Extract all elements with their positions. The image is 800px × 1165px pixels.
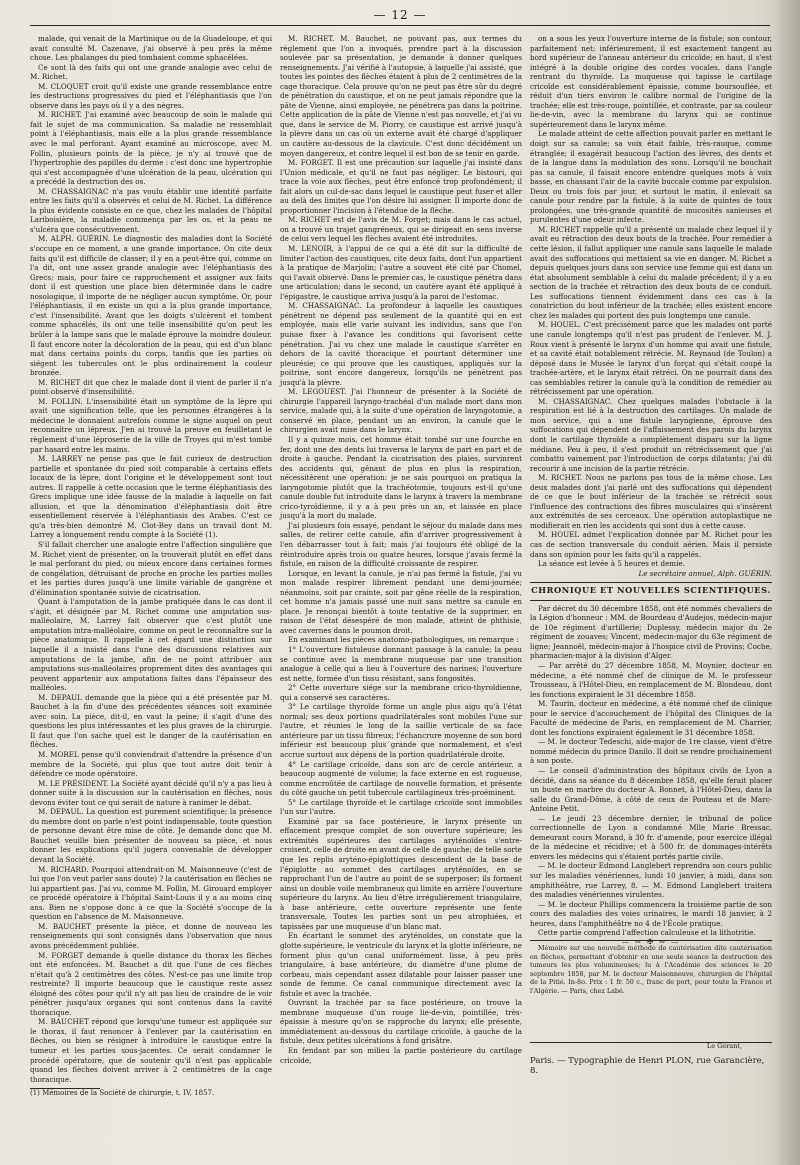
paragraph: En écartant le sommet des aryténoïdes, on constate que la glotte supérieure, le ventricule du larynx et la glotte inférieure, ne forment plus qu'un canal uniformément lisse, à peu près triangulaire, à base antérieure, du diamètre d'une plume de corbeau, mais cependant assez dilatable pour laisser passer une sonde de femme. Ce canal communique directement avec la fistule et avec la trachée. xyxy=(280,931,522,998)
paragraph: M. CHASSAIGNAC n'a pas voulu établir une identité parfaite entre les faits qu'il a observés et celui de M. Richet. La différence la plus évidente consiste en ce que, chez les malades de l'hôpital Lariboisière, la maladie commença par les os, et la peau ne s'ulcéra que consécutivement. xyxy=(30,186,272,234)
paragraph: M. FORGET. Il est une précaution sur laquelle j'ai insisté dans l'Union médicale, et qu'il ne faut pas négliger. Le bistouri, qui trace la voie aux flèches, peut être enfoncé trop profondément; il fait alors un cul-de-sac dans lequel le caustique peut fuser et aller au delà des limites que l'on désire lui assigner. Il importe donc de proportionner l'incision à l'étendue de la flèche. xyxy=(280,158,522,215)
paragraph: 3° Le cartilage thyroïde forme un angle plus aigu qu'à l'état normal; ses deux portions quadrilatérales sont mobiles l'une sur l'autre, et réunies le long de la saillie verticale de sa face antérieure par un tissu fibreux; l'échancrure moyenne de son bord inférieur est beaucoup plus grande que normalement, et s'est accrue surtout aux dépens de la portion quadrilatérale droite. xyxy=(280,702,522,760)
column-2 xyxy=(280,34,522,1146)
paragraph: Examiné par sa face postérieure, le larynx présente un effacement presque complet de son ouverture supérieure; les extrémités supérieures des cartilages aryténoïdes s'entre-croisent, celle de droite en avant de celle de gauche; de telle sorte que les replis aryténo-épiglottiques descendent de la base de l'épiglotte au sommet des cartilages aryténoïdes, en se rapprochant l'un de l'autre au point de se superposer; ils forment ainsi un double voile membraneux qui limite en arrière l'ouverture supérieure du larynx. Au lieu d'être irrégulièrement triangulaire, à base antérieure, cette ouverture représente une fente transversale. Toutes les parties sont un peu atrophiées, et tapissées par une muqueuse d'un blanc mat. xyxy=(280,816,523,931)
paragraph: Lorsque, en levant la canule, je n'ai pas fermé la fistule, j'ai vu mon malade respirer librement pendant une demi-journée; néanmoins, soit par crainte, soit par gêne réelle de la respiration, cet homme n'a jamais passé une nuit sans mettre sa canule en place. Je renonçai bientôt à toute tentative de la supprimer, en raison de l'état désespéré de mon malade, atteint de phthisie, avec cavernes dans le poumon droit. xyxy=(280,568,522,635)
section-title: CHRONIQUE ET NOUVELLES SCIENTIFIQUES. xyxy=(531,585,771,596)
paragraph: — Le jeudi 23 décembre dernier, le tribunal de police correctionnelle de Lyon a condamné Mlle Marie Bressac, demeurant cours Morand, à 30 fr. d'amende, pour exercice illégal de la médecine et récidive; et à 500 fr. de dommages-intérêts envers les médecins qui s'étaient portés partie civile. xyxy=(530,813,772,861)
paragraph: M. BAUCHET répond que lorsqu'une tumeur est appliquée sur le thorax, il faut renoncer à l'enlever par la cautérisation en flèches, ou bien se résigner à introduire le caustique entre la tumeur et les parties sous-jacentes. Ce serait condamner le procédé opératoire, que de soutenir qu'il n'est pas applicable quand les flèches doivent arriver à 2 centimètres de la cage thoracique. xyxy=(30,1017,272,1084)
paragraph: M. ALPH. GUÉRIN. Le diagnostic des maladies dont la Société s'occupe en ce moment, a une grande importance. On cite deux faits qu'il est difficile de classer; il y en a peut-être qui, comme on l'a dit, ont une assez grande analogie avec l'éléphantiasis des Grecs; mais, pour faire ce rapprochement et assigner aux faits dont il est question une place bien déterminée dans le cadre nosologique, il importe de ne négliger aucun symptôme. Or, pour l'éléphantiasis, il en existe un qui a la plus grande importance, c'est l'insensibilité. Avant que les doigts s'ulcèrent et tombent comme sphacélés, ils ont une telle insensibilité qu'on peut les brûler à la lampe sans que le malade éprouve la moindre douleur. Il faut encore noter la décoloration de la peau, qui est d'un blanc mat dans certains points du corps, tandis que les parties où siégent les tubercules ont le plus ordinairement la couleur bronzée. xyxy=(30,234,272,378)
paragraph: malade, qui venait de la Martinique ou de la Guadeloupe, et qui avait consulté M. Cazenave, j'ai observé à peu près la même chose. Les phalanges du pied tombaient comme sphacélées. xyxy=(30,34,272,63)
page-number: — 12 — xyxy=(373,8,427,22)
paragraph: 4° Le cartilage cricoïde, dans son arc de cercle antérieur, a beaucoup augmenté de volume; la face externe en est rugueuse, comme encroûtée de cartilage de nouvelle formation, et présente du côté gauche un petit tubercule cartilagineux très-proéminent. xyxy=(280,759,522,798)
paragraph: M. RICHET dit que chez le malade dont il vient de parler il n'a point observé d'insensibilité. xyxy=(30,377,272,397)
paragraph: M. CHASSAIGNAC. La profondeur à laquelle les caustiques pénètrent ne dépend pas seulement de la quantité qui en est employée, mais elle varie suivant les individus, sans que l'on puisse fixer à l'avance les conditions qui favorisent cette pénétration. J'ai vu chez une malade le caustique s'arrêter en dehors de la cavité thoracique et pourtant déterminer une pleurésie; ce qui prouve que les caustiques, appliqués sur la poitrine, sont encore dangereux, lorsqu'ils ne pénètrent pas jusqu'à la plèvre. xyxy=(280,301,522,387)
page-edge-shadow xyxy=(774,0,800,1165)
paragraph: M. RICHARD. Pourquoi attendrait-on M. Maisonneuve (c'est de lui que l'on veut parler sans doute) ? la cautérisation en flèches ne lui appartient pas. J'ai vu, comme M. Follin, M. Girouard employer ce procédé opératoire à l'hôpital Saint-Louis il y a au moins cinq ans. Bien ne s'oppose donc à ce que la Société s'occupe de la question en l'absence de M. Maisonneuve. xyxy=(30,864,272,922)
column-2-body xyxy=(280,34,522,1065)
paragraph: S'il fallait chercher une analogie entre l'affection singulière que M. Richet vient de présenter, on la trouverait plutôt en effet dans le mal perforant du pied, ou mieux encore dans certaines formes de congélation, détruisant de proche en proche les parties molles et les parties dures jusqu'à une limite variable de gangrène et d'élimination spontanée suivie de cicatrisation. xyxy=(30,539,272,597)
paragraph: 2° Cette ouverture siége sur la membrane crico-thyroïdienne, qui a conservé ses caractères. xyxy=(280,683,522,702)
paragraph: M. RICHET rappelle qu'il a présenté un malade chez lequel il y avait eu rétraction des deux bouts de la trachée. Pour remédier à cette lésion, il fallut appliquer une canule sans laquelle le malade avait des suffocations qui mettaient sa vie en danger. M. Richet a depuis quelques jours dans son service une femme qui est dans un état absolument semblable à celui du malade précédent; il y a eu section de la trachée et rétraction des deux bouts de ce conduit. Les suffocations tiennent évidemment dans ces cas à la constriction du bout inférieur de la trachée; elles existent encore chez les malades qui portent des puis longtemps une canule. xyxy=(530,224,772,320)
secretary-signature: Le secrétaire annuel, Alph. GUÉRIN. xyxy=(638,568,772,578)
paragraph: M. DEPAUL. La question est purement scientifique; la présence du membre dont on parle n'est point indispensable, toute question de personne devant être mise de côté. Je demande donc que M. Bauchet veuille bien présenter de nouveau sa pièce, et nous donner les explications qu'il jugera convenable de développer devant la Société. xyxy=(30,807,272,865)
paragraph: M. FOLLIN. L'insensibilité était un symptôme de la lèpre qui avait une signification telle, que les personnes étrangères à la médecine le donnaient autrefois comme le signe auquel on peut reconnaître un lépreux. J'en ai trouvé la preuve en feuilletant le règlement d'une léproserie de la ville de Troyes qui m'est tombé par hasard entre les mains. xyxy=(30,396,272,454)
ornament-divider: — ∾ ✠ ∾ — xyxy=(621,937,681,946)
section-rule-top xyxy=(530,582,772,583)
paragraph: M. DEPAUL demande que la pièce qui a été présentée par M. Bauchet à la fin d'une des précédentes séances soit examinée avec soin. La pièce, dit-il, en vaut la peine; il s'agit d'une des questions les plus intéressantes et les plus graves de la chirurgie. Il faut que l'on sache quel est le danger de la cautérisation en flèches. xyxy=(30,692,272,750)
paragraph: M. LENOIR, à l'appui de ce qui a été dit sur la difficulté de limiter l'action des caustiques, cite deux faits, dont l'un appartient à la pratique de Marjolin; l'autre a souvent été cité par Chomel, qui l'avait observé. Dans le premier cas, le caustique pénétra dans une articulation; dans le second, un cautère ayant été appliqué à l'épigastre, le caustique arriva jusqu'à la paroi de l'estomac. xyxy=(280,244,522,301)
paragraph: on a sous les yeux l'ouverture interne de la fistule; son contour, parfaitement net; inférieurement, il est exactement tangent au bord supérieur de l'anneau antérieur du cricoïde; en haut, il s'est intégré à la double origine des cordes vocales, dans l'angle rentrant du thyroïde. La muqueuse qui tapisse le cartilage cricoïde est considérablement épaissie, comme boursouflée, et réduit d'un tiers environ le calibre normal de l'origine de la trachée; elle est très-rouge, pointillée, et contraste, par sa couleur lie-de-vin, avec la membrane du larynx qui se continue supérieurement dans le larynx même. xyxy=(530,34,772,129)
paragraph: M. RICHET est de l'avis de M. Forget; mais dans le cas actuel, on a trouvé un trajet gangréneux, qui se dirigeait en sens inverse de celui vers lequel les flèches avaient été introduites. xyxy=(280,215,522,244)
paragraph: M. HOUEL. C'est précisément parce que les malades ont porté une canule longtemps qu'il n'est pas prudent de l'enlever. M. J. Roux vient à présenté le larynx d'un homme qui avait une fistule, et sa cavité était notablement rétrécie. M. Reynaud (de Toulon) a déposé dans le Musée le larynx d'un forçat qui s'était coupé la trachée-artère, et le larynx était rétréci. On ne pourrait dans des cas semblables retirer la canule qu'à la condition de remédier au rétrécissement par une opération. xyxy=(530,320,772,397)
paragraph: M. RICHET. Nous ne parlons pas tous de la même chose. Les deux malades dont j'ai parlé ont des suffocations qui dépendent de ce que le bout inférieur de la trachée se rétrécit sous l'influence des contractions des fibres musculaires qui s'insèrent aux extrémités de ses cerceaux. Une opération autoplastique ne modifierait en rien les accidents qui sont dus à cette cause. xyxy=(530,473,772,530)
paragraph: M. RICHET. M. Bauchet, ne pouvant pas, aux termes du règlement que l'on a invoqués, prendre part à la discussion soulevée par sa présentation, je demande à donner quelques renseignements. J'ai vérifié à l'autopsie, à laquelle j'ai assisté, que toutes les pointes des flèches étaient à plus de 2 centimètres de la cage thoracique. Cela prouve qu'on ne peut pas être sûr du degré de pénétration du caustique, et on ne peut jamais répondre que la pâte de Vienne, ainsi employée, ne pénétrera pas dans la poitrine. Cette application de la pâte de Vienne n'est pas nouvelle, et j'ai vu que, dans le service de M. Piorry, ce caustique est arrivé jusqu'à la plèvre dans un cas où un externe avait été chargé d'appliquer un cautère au-dessous de la clavicule. C'est donc décidément un moyen dangereux, et contre lequel il est bon de se tenir en garde. xyxy=(280,34,522,158)
paragraph: Il y a quinze mois, cet homme était tombé sur une fourche en fer, dont une des dents lui traversa le larynx de part en part et de droite à gauche. Pendant la cicatrisation des plaies, survinrent des accidents qui, gênant de plus en plus la respiration, nécessitèrent une opération: je ne sais pourquoi on pratiqua la laryngotomie plutôt que la trachéotomie, toujours est-il qu'une canule double fut introduite dans le larynx à travers la membrane crico-tyroïdienne, il y a à peu près un an, et laissée en place jusqu'à la mort du malade. xyxy=(280,434,522,521)
paragraph: M. CHASSAIGNAC. Chez quelques malades l'obstacle à la respiration est lié à la destruction des cartilages. Un malade de mon service, qui a une fistule laryngienne, éprouve des suffocations qui dépendent de l'affaissement des parois du larynx dont le cartilage thyroïde a complètement disparu sur la ligne médiane. Peu à peu, il s'est produit un rétrécissement que j'ai combattu vainement par l'introduction de corps dilatants; j'ai dû recourir à une incision de la partie rétrécie. xyxy=(530,396,772,473)
news-items xyxy=(530,604,772,938)
paragraph: M. Taurin, docteur en médecine, a été nommé chef de clinique pour le service d'accouchement de l'hôpital des Cliniques de la Faculté de médecine de Paris, en remplacement de M. Charrier, dont les fonctions expiraient également le 31 décembre 1858. xyxy=(530,699,772,737)
paragraph: M. HOUEL admet l'explication donnée par M. Richet pour les cas de section transversale du conduit aérien. Mais il persiste dans son opinion pour les faits qu'il a rappelés. xyxy=(530,530,772,559)
paragraph: — M. le docteur Phillips commencera la troisième partie de son cours des maladies des voies urinaires, le mardi 18 janvier, à 2 heures, dans l'amphithéâtre no 4 de l'École pratique. xyxy=(530,899,772,928)
paragraph: Ouvrant la trachée par sa face postérieure, on trouve la membrane muqueuse d'un rouge lie-de-vin, pointillée, très-épaissie à mesure qu'on se rapproche du larynx; elle présente, immédiatement au-dessous du cartilage cricoïde, à gauche de la fistule, deux petites ulcérations à fond grisâtre. xyxy=(280,998,522,1046)
paragraph: M. LEGOUEST. J'ai l'honneur de présenter à la Société de chirurgie l'appareil laryngo-trachéal d'un malade mort dans mon service, malade qui, à la suite d'une opération de laryngotomie, a conservé en place, pendant un an environ, la canule que le chirurgien avait mise dans le larynx. xyxy=(280,387,522,435)
paragraph: J'ai plusieurs fois essayé, pendant le séjour du malade dans mes salles, de retirer cette canule, afin d'arriver progressivement à l'en débarrasser tout à fait; mais j'ai toujours été obligé de la réintroduire après trois ou quatre heures, lorsque j'avais fermé la fistule, en raison de la difficulté croissante de respirer. xyxy=(280,520,522,569)
column-3-body xyxy=(530,34,772,569)
paragraph: M. LE PRÉSIDENT. La Société ayant décidé qu'il n'y a pas lieu à donner suite à la discussion sur la cautérisation en flèches, nous devons éviter tout ce qui serait de nature à ranimer le débat. xyxy=(30,778,272,807)
paragraph: Quant à l'amputation de la jambe pratiquée dans le cas dont il s'agit, et désignée par M. Richet comme une amputation sus-malléolaire, M. Larrey fait observer que c'est plutôt une amputation intra-malléolaire, comme on peut le reconnaître sur la pièce anatomique. Il rappelle à cet égard une distinction sur laquelle il a insisté dans l'une des discussions relatives aux amputations de la jambe, afin de ne point attribuer aux amputations sus-malléolaires proprement dites des avantages qui peuvent appartenir aux amputations faites dans l'épaisseur des malléoles. xyxy=(30,597,272,693)
paragraph: Par décret du 30 décembre 1858, ont été nommés chevaliers de la Légion d'honneur : MM. de Bourdeau d'Audejos, médecin-major de 10e régiment d'artillerie; Duplessy, médecin major du 2e régiment de zouaves; Vincent, médecin-major du 63e régiment de ligne; Jeannoël, médecin-major à l'hospice civil de Provins; Coche, pharmacien-major à la division d'Alger. xyxy=(530,603,772,661)
paragraph: En fendant par son milieu la partie postérieure du cartilage cricoïde, xyxy=(280,1045,522,1065)
paragraph: Ce sont là des faits qui ont une grande analogie avec celui de M. Richet. xyxy=(30,62,272,82)
paragraph: — M. le docteur Tedeschi, aide-major de 1re classe, vient d'être nommé médecin du prince Danilo. Il doit se rendre prochainement à son poste. xyxy=(530,737,772,766)
paragraph: — Le conseil d'administration des hôpitaux civils de Lyon a décidé, dans sa séance du 8 décembre 1858, qu'elle ferait placer un buste en marbre du docteur A. Bonnet, à l'Hôtel-Dieu, dans la salle du Grand-Dôme, à côté de ceux de Pouteau et de Marc-Antoine Petit. xyxy=(530,766,772,814)
paragraph: M. FORGET demande à quelle distance du thorax les flèches ont été enfoncées. M. Bauchet a dit que l'une de ces flèches n'était qu'à 2 centimètres des côtes. N'est-ce pas une limite trop restreinte? Il importe beaucoup que le caustique reste assez éloigné des côtes pour qu'il n'y ait pas lieu de craindre de le voir pénétrer jusqu'aux organes qui sont contenus dans la cavité thoracique. xyxy=(30,950,272,1017)
paragraph: — M. le docteur Edmond Langlebert reprendra son cours public sur les maladies vénériennes, lundi 10 janvier, à midi, dans son amphithéâtre, rue Larrey, 8. — M. Edmond Langlebert traitera des maladies vénériennes virulentes. xyxy=(530,861,772,900)
column-3 xyxy=(530,34,772,946)
gerant-label: Le Gérant, xyxy=(706,1042,742,1050)
advertisement xyxy=(530,937,772,1043)
paragraph: En examinant les pièces anatomo-pathologiques, on remarque : xyxy=(288,635,519,645)
header-rule xyxy=(30,25,770,26)
paragraph: M. LARREY ne pense pas que le fait curieux de destruction partielle et spontanée du pied soit comparable à certains effets locaux de la lèpre, dont l'origine et le développement sont tout autres. Il rappelle à cette occasion que le terme éléphantiasis des Grecs implique une idée fausse de la maladie à laquelle on fait allusion, et que la dénomination d'éléphantiasis doit être essentiellement réservée à l'éléphantiasis des Arabes. C'est ce qu'a très-bien démontré M. Clot-Bey dans un travail dont M. Larrey a longuement rendu compte à la Société (1). xyxy=(30,454,272,540)
page-header xyxy=(30,8,770,26)
paragraph: M. MOREL pense qu'il conviendrait d'attendre la présence d'un membre de la Société, qui plus que tout autre doit tenir à défendre ce mode opératoire. xyxy=(30,750,272,779)
paragraph: M. CLOQUET croit qu'il existe une grande ressemblance entre les destructions progressives du pied et l'éléphantiasis que l'on observe dans les pays où il y a des nègres. xyxy=(30,81,272,110)
advertisement-text: Mémoire sur une nouvelle méthode de cautérisation dite cautérisation en flèches, permettant d'obtenir en une seule séance la destruction des tumeurs les plus volumineuses; lu à l'Académie des sciences le 20 septembre 1858, par M. le docteur Maisonneuve, chirurgien de l'hôpital de la Pitié. In-8o. Prix : 1 fr. 50 c., franc de port, pour toute la France et l'Algérie. — Paris, chez Labé. xyxy=(530,944,772,995)
column-1-body xyxy=(30,34,272,1084)
paragraph: Le malade atteint de cette affection pouvait parler en mettant le doigt sur sa canule; sa voix était faible, très-rauque, comme étranglée; il exagérait beaucoup l'action des lèvres, des dents et de la langue dans la modulation des sons. Lorsqu'il ne bouchait pas sa canule, il faisait encore entendre quelques mots à voix basse, en chassant l'air de la cavité buccale comme par expulsion. Deux ou trois fois par jour, et surtout le matin, il enlevait sa canule pour rendre par la fistule, à la suite de quintes de toux prolongées, une très-grande quantité de mucosités sanieuses et purulentes d'une odeur infecte. xyxy=(530,129,772,225)
paragraph: La séance est levée à 5 heures et demie. xyxy=(538,559,685,569)
paragraph: 1° L'ouverture fistuleuse donnant passage à la canule; la peau se continue avec la membrane muqueuse par une transition analogue à celle qui a lieu à l'ouverture des narines; l'ouverture est nette, formée d'un tissu résistant, sans fongosités. xyxy=(280,645,522,683)
imprint xyxy=(530,1042,772,1092)
paragraph: M. RICHET. J'ai examiné avec beaucoup de soin le malade qui fait le sujet de ma communication. Sa maladie ne ressemblait point à l'éléphantiasis, mais elle a la plus grande ressemblance avec le mal perforant. Ayant examiné au microscope, avec M. Follin, plusieurs points de la pièce, je n'y ai trouvé que de l'hypertrophie des papilles du derme : c'est donc une hypertrophie qui s'est accompagnée d'une ulcération de la peau, ulcération qui a précédé la destruction des os. xyxy=(30,110,272,187)
printer-line: Paris. — Typographie de Henri PLON, rue Garancière, 8. xyxy=(530,1056,765,1076)
section-rule-bottom xyxy=(530,600,772,601)
paragraph: — Par arrêté du 27 décembre 1858, M. Moynier, docteur en médecine, a été nommé chef de clinique de M. le professeur Trousseau, à l'Hôtel-Dieu, en remplacement de M. Blondeau, dont les fonctions expiraient le 31 décembre 1858. xyxy=(530,661,772,699)
paragraph: M. BAUCHET présente la pièce, et donne de nouveau les renseignements qui sont consignés dans l'observation que nous avons précédemment publiée. xyxy=(30,921,272,950)
paragraph: 5° Le cartilage thyroïde et le cartilage cricoïde sont immobiles l'un sur l'autre. xyxy=(280,797,522,817)
footnote: (1) Mémoires de la Société de chirurgie, t. IV, 1857. xyxy=(30,1089,215,1098)
column-1 xyxy=(30,34,272,1146)
paragraph: Cette partie comprend l'affection calculeuse et la lithotritie. xyxy=(538,928,756,938)
